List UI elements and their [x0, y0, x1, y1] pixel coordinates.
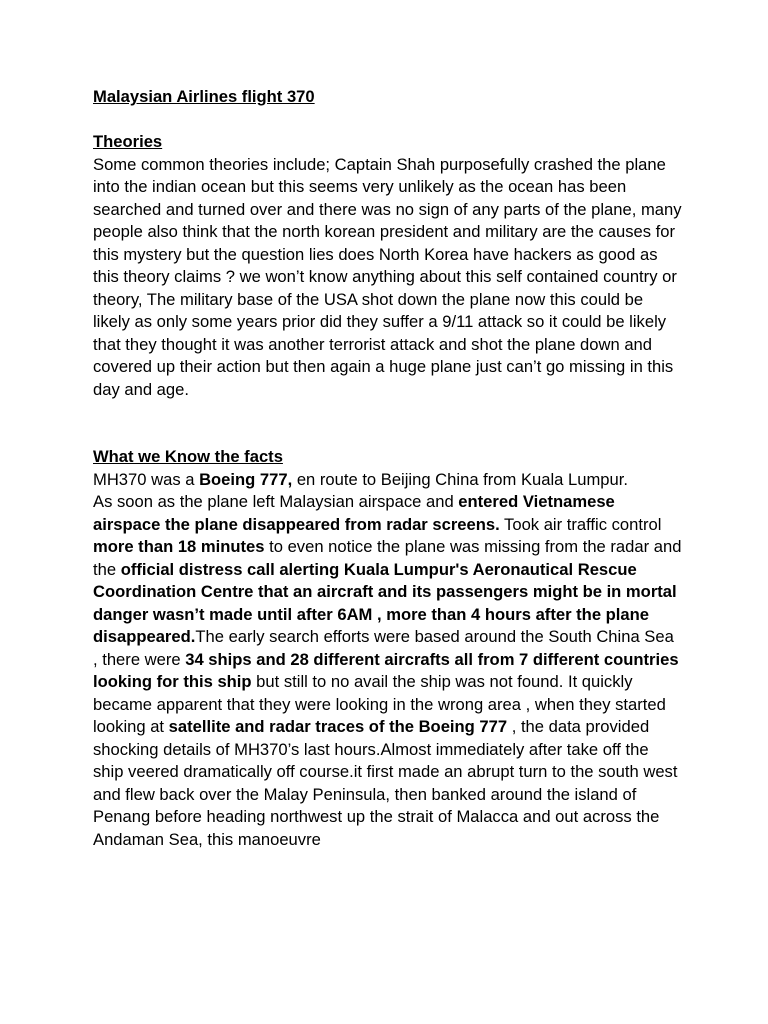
text-run: The early search efforts were based around the South China Sea , there were: [93, 627, 674, 669]
document-title: Malaysian Airlines flight 370: [93, 87, 315, 106]
document-body: [93, 86, 683, 851]
text-run: en route to Beijing China from Kuala Lumpur.: [292, 469, 628, 489]
facts-heading: What we Know the facts: [93, 447, 283, 466]
text-run-bold: official distress call alerting Kuala Lumpur's Aeronautical Rescue Coordination Centre that an aircraft and its passengers might be in mortal danger wasn’t made until after 6AM , more than 4 hours after the plane disappeared.: [93, 559, 677, 646]
facts-intro-line: [93, 469, 683, 492]
text-run-bold: more than 18 minutes: [93, 537, 265, 556]
text-run: but still to no avail the ship was not found. It quickly became apparent that they were looking in the wrong area , when they started looking at: [93, 672, 666, 736]
text-run: Took air traffic control: [499, 514, 662, 534]
text-run-bold: 34 ships and 28 different aircrafts all from 7 different countries looking for this ship: [93, 649, 679, 691]
text-run-bold: entered Vietnamese airspace the plane disappeared from radar screens.: [93, 492, 615, 534]
text-run: As soon as the plane left Malaysian airspace and: [93, 492, 459, 511]
text-run-bold: satellite and radar traces of the Boeing 777: [168, 717, 508, 736]
text-run-bold: Boeing 777,: [199, 469, 293, 489]
text-run: , the data provided shocking details of MH370’s last hours.Almost immediately after take off the ship veered dramatically off course.it first made an abrupt turn to the south west and flew back over the Malay Peninsula, then banked around the island of Penang before heading northwest up the strait of Malacca and out across the Andaman Sea, this manoeuvre: [93, 717, 678, 849]
facts-paragraph: [93, 491, 683, 851]
text-run: to even notice the plane was missing from the radar and the: [93, 537, 682, 579]
text-run: MH370 was a: [93, 469, 200, 489]
theories-paragraph: Some common theories include; Captain Shah purposefully crashed the plane into the indian ocean but this seems very unlikely as the ocean has been searched and turned over and there was no sign of any parts of the plane, many people also think that the north korean president and military are the causes for this mystery but the question lies does North Korea have hackers as good as this theory claims ? we won’t know anything about this self contained country or theory, The military base of the USA shot down the plane now this could be likely as only some years prior did they suffer a 9/11 attack so it could be likely that they thought it was another terrorist attack and shot the plane down and covered up their action but then again a huge plane just can’t go missing in this day and age.: [93, 154, 682, 399]
theories-heading: Theories: [93, 132, 163, 151]
